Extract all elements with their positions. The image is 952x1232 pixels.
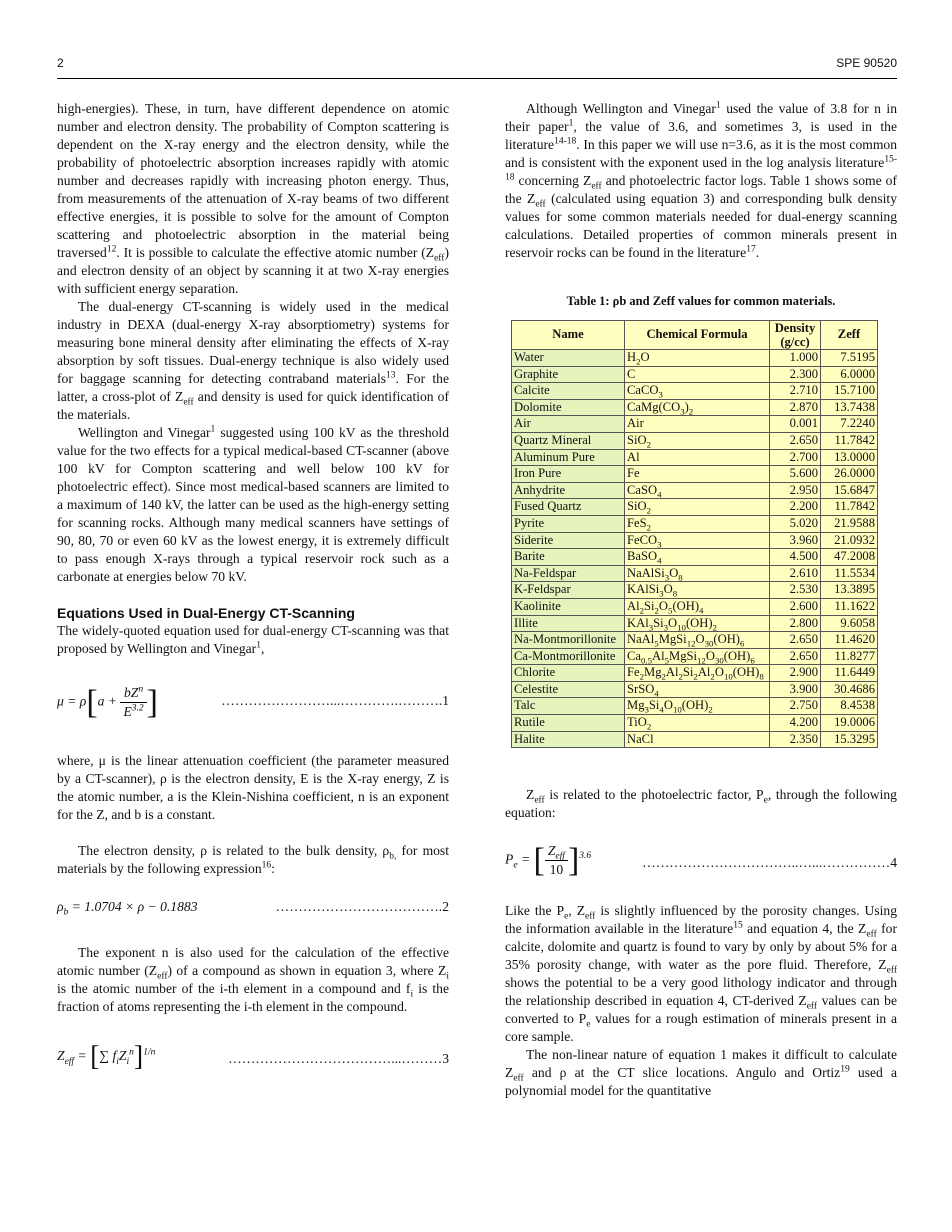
cell-density: 5.600 xyxy=(770,466,821,483)
report-id: SPE 90520 xyxy=(836,56,897,70)
cell-density: 2.350 xyxy=(770,731,821,748)
cell-zeff: 11.7842 xyxy=(821,432,878,449)
cell-density: 4.200 xyxy=(770,715,821,732)
col-header-name: Name xyxy=(512,321,625,350)
cell-name: Water xyxy=(512,350,625,367)
cell-zeff: 11.7842 xyxy=(821,499,878,516)
cell-density: 5.020 xyxy=(770,515,821,532)
cell-formula: $Fe_2Mg_2Al_2Si_2Al_2O_{10}(OH)_8$ xyxy=(625,665,770,682)
col-header-density: Density (g/cc) xyxy=(770,321,821,350)
table-row xyxy=(512,665,878,682)
cell-formula: $KAlSi_3O_8$ xyxy=(625,582,770,599)
cell-zeff: 15.3295 xyxy=(821,731,878,748)
table-row xyxy=(512,499,878,516)
cell-formula: TiO$_2$ xyxy=(625,715,770,732)
cell-density: 2.200 xyxy=(770,499,821,516)
cell-zeff: 13.3895 xyxy=(821,582,878,599)
paragraph: The electron density, ρ is related to the bulk density, $\rho_{b,}$ for most materials by the following expression$^{16}$: xyxy=(57,843,450,876)
cell-density: 1.000 xyxy=(770,350,821,367)
cell-density: 2.750 xyxy=(770,698,821,715)
materials-table xyxy=(511,320,878,748)
cell-formula: Air xyxy=(625,416,770,433)
cell-name: Siderite xyxy=(512,532,625,549)
header-rule xyxy=(57,78,897,79)
paragraph: The dual-energy CT-scanning is widely used in the medical industry in DEXA (dual-energy X-ray absorptiometry) systems for measuring bone mineral density after eliminating the effects of X-ray absorption by soft tissues. Dual-energy technique is also widely used for baggage scanning for detecting contraband materials$^{13}$. For the latter, a cross-plot of $Z_{eff}$ and density is used for quick identification of the materials. xyxy=(57,299,449,422)
cell-formula: $KAl_3Si_3O_{10}(OH)_2$ xyxy=(625,615,770,632)
cell-formula: $CaMg(CO_3)_2$ xyxy=(625,399,770,416)
cell-formula: $H_2O$ xyxy=(625,350,770,367)
cell-name: Iron Pure xyxy=(512,466,625,483)
cell-density: 2.710 xyxy=(770,383,821,400)
paragraph: The non-linear nature of equation 1 makes it difficult to calculate $Z_{eff}$ and ρ at the CT slice locations. Angulo and Ortiz$^{19}$ used a polynomial model for the quantitative xyxy=(505,1047,898,1099)
equation-2: $\rho_b = 1.0704 \times \rho - 0.1883$ ……………………………….2 xyxy=(57,899,449,918)
table-row xyxy=(512,416,878,433)
cell-zeff: 7.5195 xyxy=(821,350,878,367)
cell-zeff: 30.4686 xyxy=(821,681,878,698)
table-row xyxy=(512,399,878,416)
cell-zeff: 11.5534 xyxy=(821,565,878,582)
paragraph: high-energies). These, in turn, have different dependence on atomic number and electron density. The probability of Compton scattering is dependent on the X-ray energy and the electron density, while the probability of photoelectric absorption increases rapidly with atomic number and decreases rapidly with increasing photon energy. Thus, from measurements of the attenuation of X-ray beams of two different effective energies, it is possible to solve for the amount of Compton scattering and photoelectric absorption in the material being traversed$^{12}$. It is possible to calculate the effective atomic number $(Z_{eff})$ and electron density of an object by scanning it at two X-ray energies with sufficient energy separation. xyxy=(57,101,449,296)
table-row xyxy=(512,466,878,483)
cell-density: 2.650 xyxy=(770,648,821,665)
cell-name: Kaolinite xyxy=(512,598,625,615)
cell-density: 2.300 xyxy=(770,366,821,383)
cell-density: 0.001 xyxy=(770,416,821,433)
cell-zeff: 15.7100 xyxy=(821,383,878,400)
table-row xyxy=(512,681,878,698)
cell-formula: SiO$_2$ xyxy=(625,499,770,516)
cell-name: Aluminum Pure xyxy=(512,449,625,466)
table-row xyxy=(512,482,878,499)
cell-name: Na-Feldspar xyxy=(512,565,625,582)
table-row xyxy=(512,615,878,632)
equation-3: $Z_{eff}$ = [∑ $f_iZ_i^n]^{1/n}$ ………………………………...………3 xyxy=(57,1041,449,1072)
cell-density: 2.650 xyxy=(770,632,821,649)
cell-name: Quartz Mineral xyxy=(512,432,625,449)
paragraph: Wellington and Vinegar$^1$ suggested using 100 kV as the threshold value for the two effects for a typical medical-based CT-scanner (above 100 kV for Compton scattering and well below 100 kV for photoelectric effect). Since most medical-based scanners are limited to a maximum of 140 kV, the latter can be used as the high-energy setting for scanning rocks. Although many medical scanners have settings of 90, 80, 70 or even 60 kV as the lowest energy, it is extremely difficult to pass enough X-rays through a typical reservoir rock such as a carbonate at energies below 70 kV. xyxy=(57,424,450,584)
cell-zeff: 11.6449 xyxy=(821,665,878,682)
table-row xyxy=(512,383,878,400)
cell-formula: CaCO$_3$ xyxy=(625,383,770,400)
cell-name: Dolomite xyxy=(512,399,625,416)
cell-density: 2.950 xyxy=(770,482,821,499)
table-row xyxy=(512,648,878,665)
paragraph: The widely-quoted equation used for dual-energy CT-scanning was that proposed by Wellington and Vinegar$^1$, xyxy=(57,623,449,656)
cell-formula: CaSO$_4$ xyxy=(625,482,770,499)
cell-name: Halite xyxy=(512,731,625,748)
equation-4: $P_e$ = [ $\frac{Z_{eff}}{10}$ ]$^{3.6}$ ……………………………..…...……………4 xyxy=(505,841,897,879)
cell-formula: SiO$_2$ xyxy=(625,432,770,449)
table-row xyxy=(512,449,878,466)
table-row xyxy=(512,598,878,615)
cell-zeff: 11.8277 xyxy=(821,648,878,665)
table-row xyxy=(512,432,878,449)
cell-zeff: 6.0000 xyxy=(821,366,878,383)
cell-name: Rutile xyxy=(512,715,625,732)
cell-formula: $Mg_3Si_4O_{10}(OH)_2$ xyxy=(625,698,770,715)
table-caption: Table 1: ρb and Zeff values for common materials. xyxy=(566,294,836,308)
left-column xyxy=(57,100,449,1072)
cell-zeff: 13.0000 xyxy=(821,449,878,466)
cell-name: Barite xyxy=(512,549,625,566)
cell-density: 2.870 xyxy=(770,399,821,416)
table-row xyxy=(512,632,878,649)
cell-name: Na-Montmorillonite xyxy=(512,632,625,649)
paragraph: $Z_{eff}$ is related to the photoelectric factor, $P_e$, through the following equation: xyxy=(505,787,897,821)
cell-zeff: 21.9588 xyxy=(821,515,878,532)
paragraph: Like the $P_e$, $Z_{eff}$ is slightly influenced by the porosity changes. Using the information available in the literature$^{15}$ and equation 4, the $Z_{eff}$ for calcite, dolomite and quartz is found to vary by only by about 5% for a 35% porosity change, with water as the pore fluid. Therefore, $Z_{eff}$ shows the potential to be a very good lithology indicator and through the relationship described in equation 4, CT-derived $Z_{eff}$ values can be converted to $P_e$ values for a rough estimation of minerals present in a core sample. xyxy=(505,903,898,1045)
cell-formula: $NaAlSi_3O_8$ xyxy=(625,565,770,582)
table-row xyxy=(512,582,878,599)
cell-formula: SrSO$_4$ xyxy=(625,681,770,698)
cell-density: 4.500 xyxy=(770,549,821,566)
cell-zeff: 7.2240 xyxy=(821,416,878,433)
section-heading: Equations Used in Dual-Energy CT-Scanning xyxy=(57,605,355,621)
cell-zeff: 47.2008 xyxy=(821,549,878,566)
cell-formula: Fe xyxy=(625,466,770,483)
page-number: 2 xyxy=(57,56,64,70)
cell-name: Illite xyxy=(512,615,625,632)
cell-name: Ca-Montmorillonite xyxy=(512,648,625,665)
table-row xyxy=(512,715,878,732)
table-row xyxy=(512,698,878,715)
table-row xyxy=(512,532,878,549)
cell-name: Celestite xyxy=(512,681,625,698)
cell-density: 2.650 xyxy=(770,432,821,449)
cell-density: 3.960 xyxy=(770,532,821,549)
table-row xyxy=(512,731,878,748)
cell-name: K-Feldspar xyxy=(512,582,625,599)
cell-zeff: 11.4620 xyxy=(821,632,878,649)
paragraph: The exponent n is also used for the calculation of the effective atomic number $(Z_{eff})$ of a compound as shown in equation 3, where $Z_i$ is the atomic number of the i-th element in a compound and $f_i$ is the fraction of atoms representing the i-th element in the compound. xyxy=(57,945,449,1014)
cell-name: Air xyxy=(512,416,625,433)
cell-formula: C xyxy=(625,366,770,383)
cell-density: 2.700 xyxy=(770,449,821,466)
cell-density: 2.900 xyxy=(770,665,821,682)
cell-name: Calcite xyxy=(512,383,625,400)
paragraph: Although Wellington and Vinegar$^1$ used the value of 3.8 for n in their paper$^1$, the value of 3.6, and sometimes 3, is used in the literature$^{14-18}$. In this paper we will use n=3.6, as it is the most common and is consistent with the exponent used in the log analysis literature$^{15-18}$ concerning $Z_{eff}$ and photoelectric factor logs. Table 1 shows some of the $Z_{eff}$ (calculated using equation 3) and corresponding bulk density values for some common materials needed for dual-energy scanning calculations. Detailed properties of common minerals present in reservoir rocks can be found in the literature$^{17}$. xyxy=(505,100,897,260)
cell-density: 2.530 xyxy=(770,582,821,599)
cell-formula: Al xyxy=(625,449,770,466)
cell-name: Graphite xyxy=(512,366,625,383)
col-header-formula: Chemical Formula xyxy=(625,321,770,350)
cell-name: Pyrite xyxy=(512,515,625,532)
table-row xyxy=(512,350,878,367)
cell-density: 3.900 xyxy=(770,681,821,698)
table-row xyxy=(512,515,878,532)
cell-zeff: 11.1622 xyxy=(821,598,878,615)
cell-name: Fused Quartz xyxy=(512,499,625,516)
table-row xyxy=(512,565,878,582)
cell-zeff: 15.6847 xyxy=(821,482,878,499)
table-header-row xyxy=(512,321,878,350)
equation-1: μ = ρ[a + $\frac{bZ^n}{E^{3.2}}$ ] ……………………...………….……….1 xyxy=(57,683,449,721)
cell-formula: BaSO$_4$ xyxy=(625,549,770,566)
cell-name: Talc xyxy=(512,698,625,715)
table-row xyxy=(512,366,878,383)
cell-zeff: 8.4538 xyxy=(821,698,878,715)
cell-formula: FeCO$_3$ xyxy=(625,532,770,549)
cell-formula: NaCl xyxy=(625,731,770,748)
cell-density: 2.600 xyxy=(770,598,821,615)
cell-density: 2.610 xyxy=(770,565,821,582)
cell-name: Anhydrite xyxy=(512,482,625,499)
cell-density: 2.800 xyxy=(770,615,821,632)
table-row xyxy=(512,549,878,566)
cell-formula: $NaAl_5MgSi_{12}O_{30}(OH)_6$ xyxy=(625,632,770,649)
cell-formula: $Ca_{0.5}Al_5MgSi_{12}O_{30}(OH)_6$ xyxy=(625,648,770,665)
cell-name: Chlorite xyxy=(512,665,625,682)
right-column xyxy=(505,100,897,1100)
paragraph: where, μ is the linear attenuation coefficient (the parameter measured by a CT-scanner), ρ is the electron density, E is the X-ray energy, Z is the atomic number, a is the Klein-Nishina coefficient, n is an exponent for the Z, and b is a constant. xyxy=(57,753,449,822)
cell-zeff: 26.0000 xyxy=(821,466,878,483)
cell-zeff: 13.7438 xyxy=(821,399,878,416)
col-header-zeff: Zeff xyxy=(821,321,878,350)
cell-zeff: 19.0006 xyxy=(821,715,878,732)
cell-zeff: 9.6058 xyxy=(821,615,878,632)
cell-formula: FeS$_2$ xyxy=(625,515,770,532)
cell-formula: $Al_2Si_2O_5(OH)_4$ xyxy=(625,598,770,615)
cell-zeff: 21.0932 xyxy=(821,532,878,549)
